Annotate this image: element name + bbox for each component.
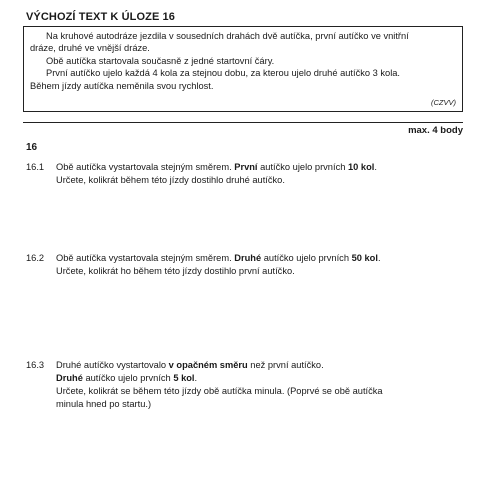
- task-16-3: [26, 359, 446, 411]
- source-paragraph-1a: Na kruhové autodráze jezdila v sousedních drahách dvě autíčka, první autíčko ve vnitřní: [46, 31, 409, 41]
- source-paragraph-1b: dráze, druhé ve vnější dráze.: [30, 43, 150, 54]
- section-heading: VÝCHOZÍ TEXT K ÚLOZE 16: [26, 11, 175, 23]
- source-attribution: (CZVV): [431, 97, 456, 107]
- source-text-box: [23, 26, 463, 112]
- task-line: Druhé autíčko ujelo prvních 5 kol.: [56, 373, 198, 383]
- task-question-cont: minula hned po startu.): [56, 399, 152, 409]
- task-line: Obě autíčka vystartovala stejným směrem. První autíčko ujelo prvních 10 kol.: [56, 162, 377, 172]
- task-16-2: [26, 252, 446, 278]
- source-paragraph-3a: První autíčko ujelo každá 4 kola za stejnou dobu, za kterou ujelo druhé autíčko 3 kola.: [46, 68, 401, 79]
- task-number: 16.3: [26, 360, 45, 370]
- source-paragraph-2: Obě autíčka startovala současně z jedné startovní čáry.: [46, 55, 275, 66]
- task-line: Druhé autíčko vystartovalo v opačném směru než první autíčko.: [56, 360, 324, 370]
- task-question: Určete, kolikrát během této jízdy dostihlo druhé autíčko.: [56, 175, 285, 185]
- max-points: max. 4 body: [408, 125, 463, 136]
- task-question: Určete, kolikrát se během této jízdy obě autíčka minula. (Poprvé se obě autíčka: [56, 386, 383, 396]
- task-question: Určete, kolikrát ho během této jízdy dostihlo první autíčko.: [56, 266, 295, 276]
- source-paragraph-3b: Během jízdy autíčka neměnila svou rychlost.: [30, 80, 214, 91]
- task-16-1: [26, 161, 446, 187]
- task-number: 16.1: [26, 162, 45, 172]
- task-number: 16.2: [26, 253, 45, 263]
- task-line: Obě autíčka vystartovala stejným směrem. Druhé autíčko ujelo prvních 50 kol.: [56, 253, 381, 263]
- divider: [23, 122, 463, 123]
- question-number: 16: [26, 142, 38, 153]
